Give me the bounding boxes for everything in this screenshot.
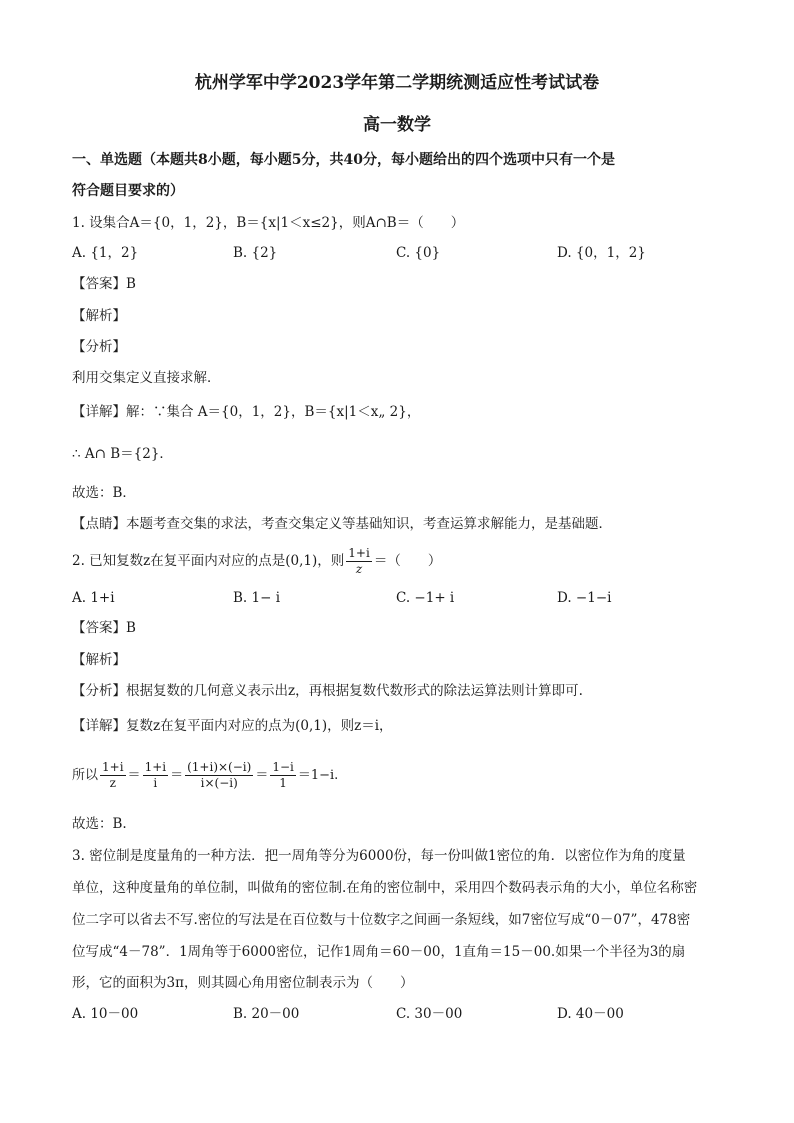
q2-calc-f2-num: 1+i xyxy=(144,760,167,774)
q1-answer: 【答案】B xyxy=(72,276,136,292)
q2-choose: 故选：B. xyxy=(72,816,127,832)
q1-fenxi-text: 利用交集定义直接求解． xyxy=(72,370,221,386)
q2-calc-fraction-3 xyxy=(185,760,253,791)
q2-calc-f2-den: i xyxy=(153,776,158,790)
section-heading-cont: 符合题目要求的） xyxy=(72,183,184,199)
q2-calc-fraction-1 xyxy=(100,760,126,791)
q3-option-d: D. 40－00 xyxy=(557,1006,624,1022)
q1-choose: 故选：B． xyxy=(72,485,136,501)
q1-option-d: D. {0，1，2} xyxy=(557,245,646,261)
q2-jiexi-tag: 【解析】 xyxy=(72,652,126,668)
q2-fenxi: 【分析】根据复数的几何意义表示出z，再根据复数代数形式的除法运算法则计算即可. xyxy=(72,683,583,699)
q2-stem-pre: 2. 已知复数z在复平面内对应的点是(0,1)，则 xyxy=(72,553,345,569)
q2-option-c: C. −1+ i xyxy=(396,590,455,606)
page-subtitle: 高一数学 xyxy=(363,115,431,135)
q2-calc-prefix: 所以 xyxy=(72,768,99,783)
q3-stem-line-3: 位二字可以省去不写.密位的写法是在百位数与十位数字之间画一条短线，如7密位写成“0－07”，478密 xyxy=(72,912,691,928)
q3-stem-line-4: 位写成“4－78”．1周角等于6000密位，记作1周角＝60－00，1直角＝15－00.如果一个半径为3的扇 xyxy=(72,944,686,960)
q3-option-c: C. 30－00 xyxy=(396,1006,463,1022)
q1-dianjing: 【点睛】本题考查交集的求法，考查交集定义等基础知识，考查运算求解能力，是基础题． xyxy=(72,516,612,532)
q2-option-d: D. −1−i xyxy=(557,590,612,606)
q2-calc-f3-den: i×(−i) xyxy=(200,776,238,790)
q2-calc-f4-den: 1 xyxy=(279,776,287,790)
q2-calc-fraction-2 xyxy=(143,760,169,791)
q1-stem: 1. 设集合A＝{0，1，2}，B＝{x|1＜x≤2}，则A∩B＝（ ） xyxy=(72,215,465,231)
q1-jiexi-tag: 【解析】 xyxy=(72,308,126,324)
q1-option-b: B. {2} xyxy=(233,245,278,261)
q2-stem-numerator: 1+i xyxy=(348,546,370,560)
q2-detail: 【详解】复数z在复平面内对应的点为(0,1)，则z＝i， xyxy=(72,718,393,734)
q2-stem xyxy=(72,546,441,577)
q2-stem-denominator: z xyxy=(355,562,363,576)
q3-option-a: A. 10－00 xyxy=(72,1006,139,1022)
q2-calc-result: ＝1−i. xyxy=(297,768,339,783)
q1-option-a: A. {1，2} xyxy=(72,245,139,261)
q3-option-b: B. 20－00 xyxy=(233,1006,300,1022)
q2-answer: 【答案】B xyxy=(72,620,136,636)
q3-stem-line-2: 单位，这种度量角的单位制，叫做角的密位制.在角的密位制中，采用四个数码表示角的大小，单位名称密 xyxy=(72,880,698,896)
q1-option-c: C. {0} xyxy=(396,245,441,261)
section-heading: 一、单选题（本题共8小题，每小题5分，共40分，每小题给出的四个选项中只有一个是 xyxy=(72,152,615,168)
q2-calc-f4-num: 1−i xyxy=(272,760,294,774)
q3-stem-line-1: 3. 密位制是度量角的一种方法．把一周角等分为6000份，每一份叫做1密位的角．以密位作为角的度量 xyxy=(72,848,686,864)
q1-detail-result: ∴ A∩ B＝{2}． xyxy=(72,446,173,462)
page-title: 杭州学军中学2023学年第二学期统测适应性考试试卷 xyxy=(194,73,600,93)
q2-stem-fraction xyxy=(346,546,372,577)
q3-stem-line-5: 形，它的面积为3π，则其圆心角用密位制表示为（ ） xyxy=(72,975,414,991)
q2-stem-post: ＝（ ） xyxy=(373,553,442,569)
q2-option-b: B. 1− i xyxy=(233,590,281,606)
q2-option-a: A. 1+i xyxy=(72,590,115,606)
q2-calc-f3-num: (1+i)×(−i) xyxy=(187,760,252,774)
q1-detail: 【详解】解：∵集合 A＝{0，1，2}，B＝{x|1＜x„ 2}， xyxy=(72,404,421,420)
q2-calc-fraction-4 xyxy=(270,760,296,791)
q2-calc-f1-den: z xyxy=(109,776,116,790)
q2-calculation: 所以 $\frac{1+i}{z}$ ＝ $\frac{1+i}{i}$ ＝ $\frac{(1+i)\times(-i)}{i\times(-i)}$ ＝ $\frac{1-i}{1}$ ＝1−i. xyxy=(72,760,339,790)
q1-fenxi-tag: 【分析】 xyxy=(72,339,126,355)
q2-calc-f1-num: 1+i xyxy=(102,760,124,774)
